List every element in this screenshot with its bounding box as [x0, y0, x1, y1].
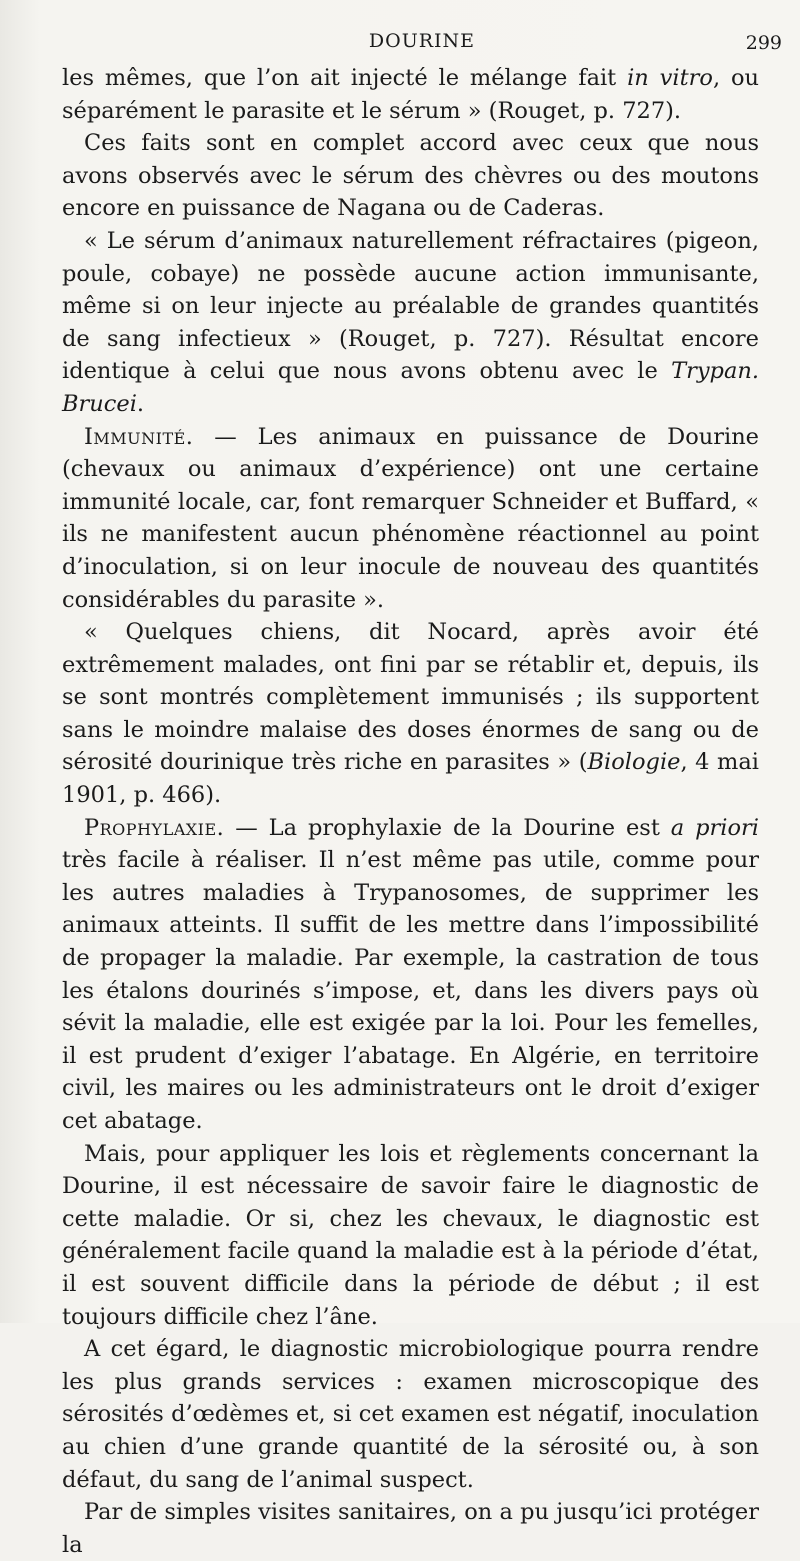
text-run: , ou séparément le parasite et le sérum » (Rouget, p. 727). [62, 65, 760, 124]
italic-text: in vitro [627, 65, 713, 91]
text-run: « Quelques chiens, dit Nocard, après avoir été extrêmement malades, ont fini par se rétablir et, depuis, ils se sont montrés complètement immunisés ; ils supportent sans le moindre malaise des doses énormes de sang ou de sérosité dourinique très riche en parasites » ( [62, 619, 759, 776]
paragraph [62, 1333, 759, 1496]
page-header [62, 30, 782, 60]
body-text [62, 62, 759, 1561]
paragraph [62, 1496, 759, 1561]
paragraph [62, 62, 759, 127]
text-run: « Le sérum d’animaux naturellement réfractaires (pigeon, poule, cobaye) ne possède aucune action immunisante, même si on leur injecte au préalable de grandes quantités de sang infectieux » (Rouget, p. 727). Résultat encore identique à celui que nous avons obtenu avec le [62, 227, 759, 385]
text-run: — La prophylaxie de la Dourine est [224, 814, 671, 841]
text-run: les mêmes, que l’on ait injecté le mélange fait [62, 65, 628, 91]
text-run: A cet égard, le diagnostic microbiologique pourra rendre les plus grands services : examen microscopique des sérosités d’œdèmes et, si cet examen est négatif, inoculation au chien d’une grande quantité de la sérosité ou, à son défaut, du sang de l’animal suspect. [62, 1336, 759, 1493]
paragraph [62, 616, 759, 812]
text-run: très facile à réaliser. Il n’est même pas utile, comme pour les autres maladies à Trypanosomes, de supprimer les animaux atteints. Il suffit de les mettre dans l’impossibilité de propager la maladie. Par exemple, la castration de tous les étalons dourinés s’impose, et, dans les divers pays où sévit la maladie, elle est exigée par la loi. Pour les femelles, il est prudent d’exiger l’abatage. En Algérie, en territoire civil, les maires ou les administrateurs ont le droit d’exiger cet abatage. [62, 847, 759, 1134]
running-title: DOURINE [368, 30, 476, 52]
paragraph [62, 812, 759, 1138]
paragraph [62, 127, 759, 225]
italic-text: Biologie [587, 749, 681, 776]
paragraph [62, 421, 759, 617]
text-run: , 4 mai 1901, p. 466). [62, 749, 759, 809]
section-heading: Prophylaxie. [84, 814, 225, 841]
paragraph [62, 225, 759, 421]
text-run: Par de simples visites sanitaires, on a pu jusqu’ici protéger la [62, 1499, 759, 1558]
paragraph [62, 1138, 759, 1334]
text-run: Mais, pour appliquer les lois et règlements concernant la Dourine, il est nécessaire de savoir faire le diagnostic de cette maladie. Or si, chez les chevaux, le diagnostic est généralement facile quand la maladie est à la période d’état, il est souvent difficile dans la période de début ; il est toujours difficile chez l’âne. [62, 1140, 759, 1330]
text-run: — Les animaux en puissance de Dourine (chevaux ou animaux d’expérience) ont une certaine immunité locale, car, font remarquer Schneider et Buffard, « ils ne manifestent aucun phénomène réactionnel au point d’inoculation, si on leur inocule de nouveau des quantités considérables du parasite ». [62, 423, 759, 613]
italic-text: a priori [670, 814, 759, 841]
text-run: . [136, 390, 145, 417]
italic-text: Trypan. Brucei [62, 358, 759, 417]
text-run: Ces faits sont en complet accord avec ceux que nous avons observés avec le sérum des chèvres ou des moutons encore en puissance de Nagana ou de Caderas. [62, 130, 759, 222]
page-number: 299 [745, 32, 782, 54]
section-heading: Immunité. [84, 423, 194, 450]
